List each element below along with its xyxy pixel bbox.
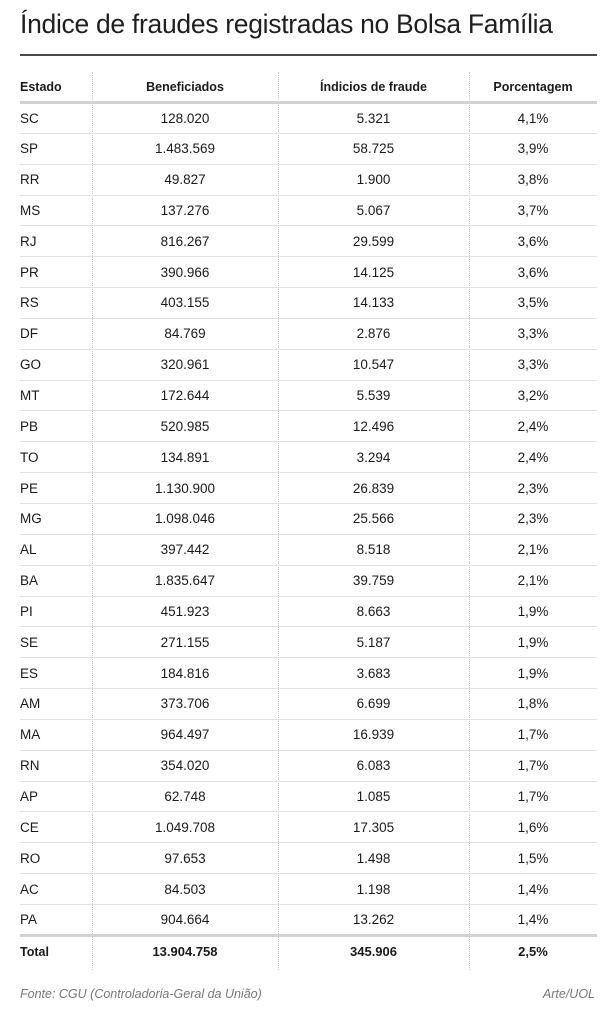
cell-indicios: 5.187 — [278, 627, 469, 658]
table-row — [20, 103, 597, 134]
cell-estado: ES — [20, 658, 92, 689]
cell-indicios: 5.321 — [278, 103, 469, 134]
cell-estado: PE — [20, 473, 92, 504]
cell-porcentagem: 2,3% — [469, 473, 597, 504]
cell-porcentagem: 2,1% — [469, 565, 597, 596]
cell-indicios: 12.496 — [278, 411, 469, 442]
cell-indicios: 29.599 — [278, 226, 469, 257]
table-row — [20, 904, 597, 935]
table-row — [20, 473, 597, 504]
cell-estado: GO — [20, 349, 92, 380]
cell-estado: AL — [20, 534, 92, 565]
table-row — [20, 874, 597, 905]
cell-indicios: 58.725 — [278, 133, 469, 164]
cell-beneficiados: 128.020 — [92, 103, 278, 134]
table-row — [20, 411, 597, 442]
cell-estado: MS — [20, 195, 92, 226]
table-row — [20, 288, 597, 319]
header-estado: Estado — [20, 72, 92, 103]
cell-beneficiados: 397.442 — [92, 534, 278, 565]
cell-beneficiados: 84.503 — [92, 874, 278, 905]
table-row — [20, 349, 597, 380]
cell-porcentagem: 1,5% — [469, 843, 597, 874]
cell-estado: CE — [20, 812, 92, 843]
cell-indicios: 14.125 — [278, 257, 469, 288]
cell-beneficiados: 816.267 — [92, 226, 278, 257]
cell-porcentagem: 1,4% — [469, 874, 597, 905]
cell-indicios: 6.699 — [278, 689, 469, 720]
cell-beneficiados: 62.748 — [92, 781, 278, 812]
cell-beneficiados: 1.835.647 — [92, 565, 278, 596]
header-beneficiados: Beneficiados — [92, 72, 278, 103]
cell-estado: PB — [20, 411, 92, 442]
total-label: Total — [20, 935, 92, 967]
cell-estado: AC — [20, 874, 92, 905]
cell-porcentagem: 1,8% — [469, 689, 597, 720]
cell-porcentagem: 3,6% — [469, 226, 597, 257]
cell-beneficiados: 184.816 — [92, 658, 278, 689]
table-row — [20, 195, 597, 226]
table-row — [20, 226, 597, 257]
cell-beneficiados: 320.961 — [92, 349, 278, 380]
source-note: Fonte: CGU (Controladoria-Geral da União) — [20, 987, 262, 1001]
cell-indicios: 1.498 — [278, 843, 469, 874]
cell-beneficiados: 137.276 — [92, 195, 278, 226]
cell-indicios: 1.900 — [278, 164, 469, 195]
table-row — [20, 750, 597, 781]
cell-indicios: 8.663 — [278, 596, 469, 627]
cell-indicios: 5.067 — [278, 195, 469, 226]
table-row — [20, 596, 597, 627]
cell-indicios: 16.939 — [278, 719, 469, 750]
table-row — [20, 565, 597, 596]
cell-indicios: 14.133 — [278, 288, 469, 319]
cell-indicios: 10.547 — [278, 349, 469, 380]
cell-estado: SC — [20, 103, 92, 134]
cell-indicios: 25.566 — [278, 503, 469, 534]
table-row — [20, 442, 597, 473]
cell-indicios: 1.085 — [278, 781, 469, 812]
cell-porcentagem: 3,3% — [469, 349, 597, 380]
cell-porcentagem: 4,1% — [469, 103, 597, 134]
cell-estado: RN — [20, 750, 92, 781]
cell-estado: SP — [20, 133, 92, 164]
cell-beneficiados: 84.769 — [92, 318, 278, 349]
cell-indicios: 26.839 — [278, 473, 469, 504]
cell-porcentagem: 2,3% — [469, 503, 597, 534]
header-porcentagem: Porcentagem — [469, 72, 597, 103]
cell-porcentagem: 2,1% — [469, 534, 597, 565]
cell-indicios: 5.539 — [278, 380, 469, 411]
cell-estado: RO — [20, 843, 92, 874]
cell-porcentagem: 2,4% — [469, 411, 597, 442]
cell-porcentagem: 3,8% — [469, 164, 597, 195]
table-row — [20, 164, 597, 195]
cell-beneficiados: 49.827 — [92, 164, 278, 195]
art-credit: Arte/UOL — [542, 987, 595, 1001]
cell-estado: MG — [20, 503, 92, 534]
cell-estado: TO — [20, 442, 92, 473]
cell-porcentagem: 1,9% — [469, 658, 597, 689]
cell-beneficiados: 271.155 — [92, 627, 278, 658]
cell-indicios: 8.518 — [278, 534, 469, 565]
cell-porcentagem: 3,2% — [469, 380, 597, 411]
cell-estado: PR — [20, 257, 92, 288]
cell-porcentagem: 1,7% — [469, 750, 597, 781]
cell-estado: MT — [20, 380, 92, 411]
cell-beneficiados: 403.155 — [92, 288, 278, 319]
cell-estado: BA — [20, 565, 92, 596]
cell-beneficiados: 390.966 — [92, 257, 278, 288]
total-row — [20, 935, 597, 967]
cell-porcentagem: 1,9% — [469, 596, 597, 627]
cell-porcentagem: 1,7% — [469, 719, 597, 750]
cell-beneficiados: 964.497 — [92, 719, 278, 750]
chart-title: Índice de fraudes registradas no Bolsa Família — [20, 9, 553, 39]
table-row — [20, 503, 597, 534]
cell-beneficiados: 354.020 — [92, 750, 278, 781]
title-underline — [20, 54, 597, 56]
table-row — [20, 843, 597, 874]
cell-estado: MA — [20, 719, 92, 750]
total-porcentagem: 2,5% — [469, 935, 597, 967]
cell-indicios: 3.683 — [278, 658, 469, 689]
header-indicios: Índicios de fraude — [278, 72, 469, 103]
total-indicios: 345.906 — [278, 935, 469, 967]
cell-porcentagem: 3,3% — [469, 318, 597, 349]
table-row — [20, 318, 597, 349]
total-beneficiados: 13.904.758 — [92, 935, 278, 967]
table-row — [20, 812, 597, 843]
table-row — [20, 534, 597, 565]
table-row — [20, 627, 597, 658]
cell-indicios: 3.294 — [278, 442, 469, 473]
cell-indicios: 2.876 — [278, 318, 469, 349]
cell-beneficiados: 1.483.569 — [92, 133, 278, 164]
cell-beneficiados: 1.049.708 — [92, 812, 278, 843]
cell-estado: PA — [20, 911, 38, 927]
cell-beneficiados: 172.644 — [92, 380, 278, 411]
cell-porcentagem: 1,7% — [469, 781, 597, 812]
table-row — [20, 719, 597, 750]
cell-porcentagem: 1,6% — [469, 812, 597, 843]
cell-estado: RS — [20, 288, 92, 319]
cell-indicios: 13.262 — [352, 911, 395, 927]
cell-indicios: 17.305 — [278, 812, 469, 843]
table-row — [20, 380, 597, 411]
table-body — [20, 103, 597, 936]
table-row — [20, 257, 597, 288]
table-row — [20, 133, 597, 164]
fraud-table — [20, 72, 597, 967]
cell-indicios: 39.759 — [278, 565, 469, 596]
cell-estado: PI — [20, 596, 92, 627]
table-row — [20, 781, 597, 812]
cell-beneficiados: 373.706 — [92, 689, 278, 720]
cell-beneficiados: 451.923 — [92, 596, 278, 627]
cell-beneficiados: 1.130.900 — [92, 473, 278, 504]
cell-beneficiados: 134.891 — [92, 442, 278, 473]
cell-indicios: 1.198 — [278, 874, 469, 905]
cell-porcentagem: 2,4% — [469, 442, 597, 473]
header-row — [20, 72, 597, 103]
cell-porcentagem: 3,9% — [469, 133, 597, 164]
cell-indicios: 6.083 — [278, 750, 469, 781]
cell-beneficiados: 904.664 — [160, 911, 210, 927]
cell-estado: SE — [20, 627, 92, 658]
cell-porcentagem: 3,7% — [469, 195, 597, 226]
cell-beneficiados: 97.653 — [92, 843, 278, 874]
cell-porcentagem: 1,9% — [469, 627, 597, 658]
cell-estado: RR — [20, 164, 92, 195]
cell-porcentagem: 3,5% — [469, 288, 597, 319]
cell-estado: AM — [20, 689, 92, 720]
cell-estado: AP — [20, 781, 92, 812]
table-row — [20, 658, 597, 689]
cell-porcentagem: 1,4% — [517, 911, 549, 927]
table-row — [20, 689, 597, 720]
cell-beneficiados: 1.098.046 — [92, 503, 278, 534]
cell-estado: RJ — [20, 226, 92, 257]
cell-beneficiados: 520.985 — [92, 411, 278, 442]
cell-estado: DF — [20, 318, 92, 349]
cell-porcentagem: 3,6% — [469, 257, 597, 288]
